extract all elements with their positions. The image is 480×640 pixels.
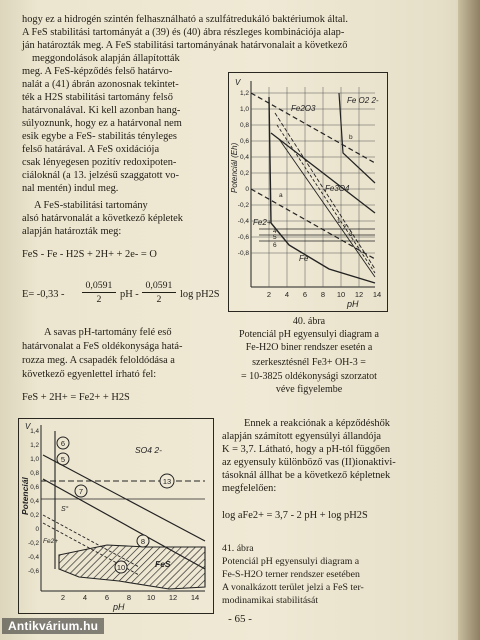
fig40-x-tick: 4 [284, 290, 290, 299]
page-number: - 65 - [228, 613, 252, 625]
fig41-caption-line: A vonalkázott terület jelzi a FeS ter- [222, 582, 364, 593]
fig40-y-unit: V [235, 78, 241, 87]
fig41-x-tick: 14 [190, 593, 200, 602]
fig40-caption-line: Fe-H2O biner rendszer esetén a [245, 342, 373, 353]
fig40-x-tick: 8 [320, 290, 326, 299]
fig40-region-label: Fe3O4 [325, 184, 350, 193]
fig41-y-tick: 0,8 [30, 470, 39, 477]
fig40-y-tick: -0,6 [237, 234, 249, 241]
body-line: tásoknál állhat be a következő képletnek [222, 470, 391, 481]
body-line: K = 3,7. Látható, hogy a pH-tól függően [222, 444, 391, 455]
fig41-circled-number: 7 [78, 487, 84, 496]
fig40-caption-line: véve figyelembe [275, 384, 343, 395]
fig41-y-tick: -0,2 [28, 540, 39, 547]
fig40-line-2 [277, 125, 375, 273]
fig41-y-tick: -0,6 [28, 568, 39, 575]
figure-40-diagram [229, 73, 387, 311]
fig41-region-label: FeS [155, 559, 171, 569]
body-line: megfelelően: [222, 483, 277, 494]
body-line: alapján számított egyensúlyi állandója [222, 431, 381, 442]
fig41-x-tick: 4 [82, 593, 88, 602]
fig41-x-tick: 2 [60, 593, 66, 602]
body-line: hogy ez a hidrogén szintén felhasználható a szulfátredukáló baktériumok által. [22, 14, 349, 25]
equation-fes-dissolution: FeS + 2H+ = Fe2+ + H2S [22, 392, 130, 403]
fig41-circled-number: 13 [162, 477, 172, 486]
fig40-y-tick: -0,8 [237, 250, 249, 257]
fig41-caption-line: Potenciál pH egyensulyi diagram a [222, 556, 360, 567]
fig40-y-tick: 1,2 [239, 90, 249, 97]
fig40-y-tick: -0,4 [237, 218, 249, 225]
body-line: nal mentén) indul meg. [22, 183, 119, 194]
fig40-x-tick: 14 [372, 290, 382, 299]
fig40-caption-title: 40. ábra [292, 316, 326, 327]
body-line: A FeS-stabilitási tartomány [34, 200, 148, 211]
body-line: alsó határvonalát a következő képletek [22, 213, 183, 224]
fig40-y-tick: 0,2 [239, 170, 249, 177]
fig41-x-tick: 12 [168, 593, 178, 602]
fig40-line-number: 3 [349, 231, 353, 238]
fig41-y-tick: -0,4 [28, 554, 39, 561]
fig40-y-tick: -0,2 [237, 202, 249, 209]
body-line: A savas pH-tartomány felé eső [44, 327, 172, 338]
body-line: ciáloknál (a 13. jelzésű szaggatott vo- [22, 170, 179, 181]
fig40-x-tick: 10 [336, 290, 346, 299]
body-line: határvonalával. Ki kell azonban hang- [22, 105, 181, 116]
fig40-y-axis-title: Potenciál (Eh) [230, 142, 239, 193]
fig41-caption-line: Fe-S-H2O terner rendszer esetében [222, 569, 360, 580]
fig40-boundary-hfeo2 [339, 93, 375, 183]
fig41-region-label: SO4 2- [135, 445, 162, 455]
book-spine-shadow [458, 0, 480, 640]
fig41-x-tick: 6 [104, 593, 110, 602]
fig41-y-tick: 1,2 [30, 442, 39, 449]
fig40-x-tick: 2 [266, 290, 272, 299]
fig40-caption-line: Potenciál pH egyensulyi diagram a [239, 329, 379, 340]
equation-fraction-denominator: 2 [96, 294, 102, 305]
fig41-circled-number: 8 [140, 537, 146, 546]
body-line: súlyoznunk, hogy ez a határvonal nem [22, 118, 182, 129]
body-line: meg. A FeS-képződés felső határvo- [22, 66, 173, 77]
fig40-y-tick: 1,0 [239, 106, 249, 113]
body-line: határvonalat a FeS oldékonysága hatá- [22, 341, 183, 352]
equation-fes-fe: FeS - Fe - H2S + 2H+ + 2e- = O [22, 249, 157, 260]
body-line: ján határozták meg. A FeS stabilitási tartományának határvonalait a következő [22, 40, 348, 51]
fig41-y-tick: 0,6 [30, 484, 39, 491]
body-line: az egyensuly különböző vas (II)ionaktivi- [222, 457, 396, 468]
body-line: alapján határozták meg: [22, 226, 122, 237]
fig40-line-number: 6 [273, 242, 277, 249]
fig40-x-tick: 12 [354, 290, 364, 299]
body-line: ték a H2S stabilitási tartomány felső [22, 92, 173, 103]
fig40-line-3 [279, 139, 375, 277]
fig41-x-tick-labels [61, 593, 199, 602]
figure-40-frame [228, 72, 388, 312]
fig41-x-axis-title: pH [113, 602, 125, 612]
equation-e-lhs: E= -0,33 - [22, 289, 65, 300]
body-line: Ennek a reakciónak a képződéshők [244, 418, 390, 429]
fig40-y-tick: 0,4 [239, 154, 249, 161]
fig41-x-tick: 8 [126, 593, 132, 602]
fig40-region-label: Fe O2 2- [347, 96, 379, 105]
fig41-y-tick: 0,2 [30, 512, 39, 519]
equation-e-rhs: log pH2S [180, 289, 220, 300]
fig41-y-axis-title: Potenciál [20, 477, 30, 515]
fig40-x-axis-title: pH [347, 299, 359, 309]
body-line: nalát a (41) ábrán azonosnak tekintet- [22, 79, 179, 90]
fig40-caption-line: szerkesztésnél Fe3+ OH-3 = [252, 357, 366, 368]
fig41-y-tick: 0,4 [30, 498, 39, 505]
fig40-y-tick: 0,8 [239, 122, 249, 129]
fig40-y-tick: 0 [245, 186, 249, 193]
fig40-y-tick-labels [238, 90, 250, 257]
equation-log-afe: log aFe2+ = 3,7 - 2 pH + log pH2S [222, 510, 368, 521]
body-line: meggondolások alapján állapították [32, 53, 180, 64]
fig41-y-tick: 1,0 [30, 456, 39, 463]
equation-e-mid: pH - [120, 289, 139, 300]
fig41-x-tick: 10 [146, 593, 156, 602]
fig40-line-number: 4 [273, 228, 277, 235]
equation-fraction-numerator: 0,0591 [142, 280, 176, 293]
fig40-x-tick: 6 [302, 290, 308, 299]
fig41-caption-line: modinamikai stabilitását [222, 595, 319, 606]
watermark-logo: Antikvárium.hu [2, 618, 104, 634]
fig40-caption-line: = 10-3825 oldékonysági szorzatot [241, 371, 377, 382]
fig41-circled-number: 10 [116, 563, 126, 572]
fig40-region-label: Fe2O3 [291, 104, 316, 113]
body-line: esik egybe a FeS- stabilitás tényleges [22, 131, 177, 142]
fig41-y-tick: 0 [35, 526, 39, 533]
fig41-caption-title: 41. ábra [222, 543, 254, 554]
fig40-line-number: 5 [273, 234, 277, 241]
fig40-line-number: 2 [343, 224, 347, 231]
fig40-region-labels [253, 96, 379, 263]
body-line: A FeS stabilitási tartományát a (39) és (40) ábra részleges kombinációja alap- [22, 27, 345, 38]
fig40-x-tick-labels [267, 290, 381, 299]
equation-fraction-numerator: 0,0591 [82, 280, 116, 293]
fig40-line-number: 1 [337, 218, 341, 225]
body-line: csak lényegesen pozitív redoxipoten- [22, 157, 177, 168]
fig41-y-tick: 1,4 [30, 428, 39, 435]
figure-41-frame [18, 418, 214, 614]
fig41-region-label: S° [61, 506, 69, 513]
fig40-line-number: a [279, 192, 283, 199]
figure-41-diagram [19, 419, 213, 613]
fig41-y-unit: V [25, 422, 31, 431]
fig40-line-number: b [349, 134, 353, 141]
fig41-circled-number: 6 [60, 439, 66, 448]
equation-fraction-denominator: 2 [156, 294, 162, 305]
fig40-y-tick: 0,6 [239, 138, 249, 145]
body-line: következő egyenlettel írható fel: [22, 369, 157, 380]
fig41-fes-stability-region [59, 545, 205, 589]
fig41-circled-number: 5 [60, 455, 66, 464]
fig40-region-label: Fe [299, 254, 309, 263]
body-line: rozza meg. A csapadék feloldódása a [22, 355, 175, 366]
body-line: felső határával. A FeS oxidációja [22, 144, 160, 155]
fig41-region-label: Fe2+ [43, 538, 58, 545]
fig40-region-label: Fe2+ [253, 218, 272, 227]
